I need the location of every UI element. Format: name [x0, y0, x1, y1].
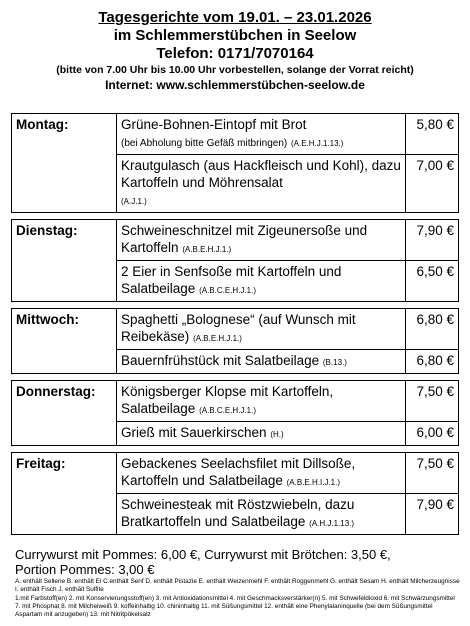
dish-cell — [117, 453, 406, 494]
spacer — [12, 302, 459, 309]
menu-table — [11, 113, 459, 535]
dish-name: Schweineschnitzel mit Zigeunersoße und Kartoffeln — [121, 223, 368, 255]
dish-allergens: (A.B.C.E.H.J.1.) — [199, 286, 256, 295]
menu-row — [12, 220, 459, 261]
spacer-row — [12, 374, 459, 381]
dish-name: Grüne-Bohnen-Eintopf mit Brot — [121, 117, 307, 132]
day-label-freitag: Freitag: — [12, 453, 117, 535]
phone-number: Telefon: 0171/7070164 — [156, 45, 314, 62]
dish-price: 7,00 € — [406, 155, 459, 213]
restaurant-name: im Schlemmerstübchen in Seelow — [113, 27, 357, 44]
dish-cell — [117, 422, 406, 446]
dish-name: Bauernfrühstück mit Salatbeilage — [121, 353, 320, 368]
order-note: (bitte von 7.00 Uhr bis 10.00 Uhr vorbestellen, solange der Vorrat reicht) — [56, 64, 414, 76]
dish-cell — [117, 114, 406, 155]
dish-cell — [117, 381, 406, 422]
dish-allergens: (A.B.E.H.I.J.1.) — [286, 478, 340, 487]
dish-name: Spaghetti „Bolognese“ (auf Wunsch mit Reibekäse) — [121, 312, 356, 344]
menu-row — [12, 114, 459, 155]
dish-allergens: (A.B.C.E.H.J.1.) — [199, 406, 256, 415]
dish-note: (bei Abholung bitte Gefäß mitbringen) — [121, 138, 288, 149]
day-label-donnerstag: Donnerstag: — [12, 381, 117, 446]
allergen-legend: A. enthält Sellerie B. enthält Ei C.enthält Senf D. enthält Pistazie E. enthält Weizenmehl F. enthält Roggenmehl G. enthält Sesam H. enthält Milcherzeugnisse I. enthält Fisch J. enthält Sulfite — [15, 578, 460, 593]
dish-price: 6,80 € — [406, 309, 459, 350]
menu-row — [12, 309, 459, 350]
spacer-row — [12, 213, 459, 220]
pommes-price: Portion Pommes: 3,00 € — [15, 562, 155, 577]
dish-name: Schweinesteak mit Röstzwiebeln, dazu Bratkartoffeln und Salatbeilage — [121, 497, 355, 529]
spacer-row — [12, 302, 459, 309]
spacer-row — [12, 446, 459, 453]
dish-name: Grieß mit Sauerkirschen — [121, 425, 267, 440]
dish-price: 6,50 € — [406, 261, 459, 302]
dish-allergens: (B.13.) — [322, 358, 347, 367]
spacer — [12, 374, 459, 381]
dish-allergens: (H.) — [270, 430, 284, 439]
dish-price: 7,50 € — [406, 381, 459, 422]
dish-price: 7,90 € — [406, 220, 459, 261]
spacer — [12, 446, 459, 453]
dish-cell — [117, 155, 406, 213]
dish-name: 2 Eier in Senfsoße mit Kartoffeln und Salatbeilage — [121, 264, 342, 296]
currywurst-prices: Currywurst mit Pommes: 6,00 €, Currywurst mit Brötchen: 3,50 €, — [15, 547, 391, 562]
spacer — [12, 213, 459, 220]
menu-row — [12, 453, 459, 494]
additive-legend: 1.mit Farbstoff(en) 2. mit Konservierungsstoff(en) 3. mit Antioxidationsmittel 4. mit Geschmacksverstärker(n) 5. mit Schwefeldioxid 6. mit Schwärzungsmittel 7. mit Phosphat 8. mit Milcheiweiß 9. koffeinhaltig 10. chininhaltig 11. mit Süßungsmittel 12. enthält eine Phenylalaninquelle (bei dem Süßungsmittel Aspartam mit anzugeben) 13. mit Nitritpökelsalz — [15, 595, 455, 618]
dish-allergens: (A.J.1.) — [121, 197, 147, 206]
menu-row — [12, 381, 459, 422]
day-label-dienstag: Dienstag: — [12, 220, 117, 302]
dish-name: Gebackenes Seelachsfilet mit Dillsoße, Kartoffeln und Salatbeilage — [121, 456, 356, 488]
dish-allergens: (A.B.E.H.J.1.) — [193, 334, 242, 343]
dish-price: 7,90 € — [406, 494, 459, 535]
dish-price: 5,80 € — [406, 114, 459, 155]
dish-cell — [117, 261, 406, 302]
dish-allergens: (A.B.E.H.J.1.) — [182, 245, 232, 254]
dish-cell — [117, 220, 406, 261]
website: Internet: www.schlemmerstübchen-seelow.de — [105, 78, 365, 92]
menu-header — [0, 8, 470, 93]
day-label-montag: Montag: — [12, 114, 117, 213]
menu-title: Tagesgerichte vom 19.01. – 23.01.2026 — [98, 9, 372, 26]
day-label-mittwoch: Mittwoch: — [12, 309, 117, 374]
dish-cell — [117, 494, 406, 535]
dish-allergens: (A.E.H.J.1.13.) — [290, 139, 344, 148]
dish-cell — [117, 309, 406, 350]
dish-name: Krautgulasch (aus Hackfleisch und Kohl), dazu Kartoffeln und Möhrensalat — [121, 158, 401, 190]
dish-price: 6,80 € — [406, 350, 459, 374]
dish-allergens: (A.H.J.1.13.) — [309, 519, 355, 528]
menu-footer — [15, 547, 460, 619]
dish-price: 6,00 € — [406, 422, 459, 446]
dish-cell — [117, 350, 406, 374]
dish-name: Königsberger Klopse mit Kartoffeln, Salatbeilage — [121, 384, 334, 416]
dish-price: 7,50 € — [406, 453, 459, 494]
